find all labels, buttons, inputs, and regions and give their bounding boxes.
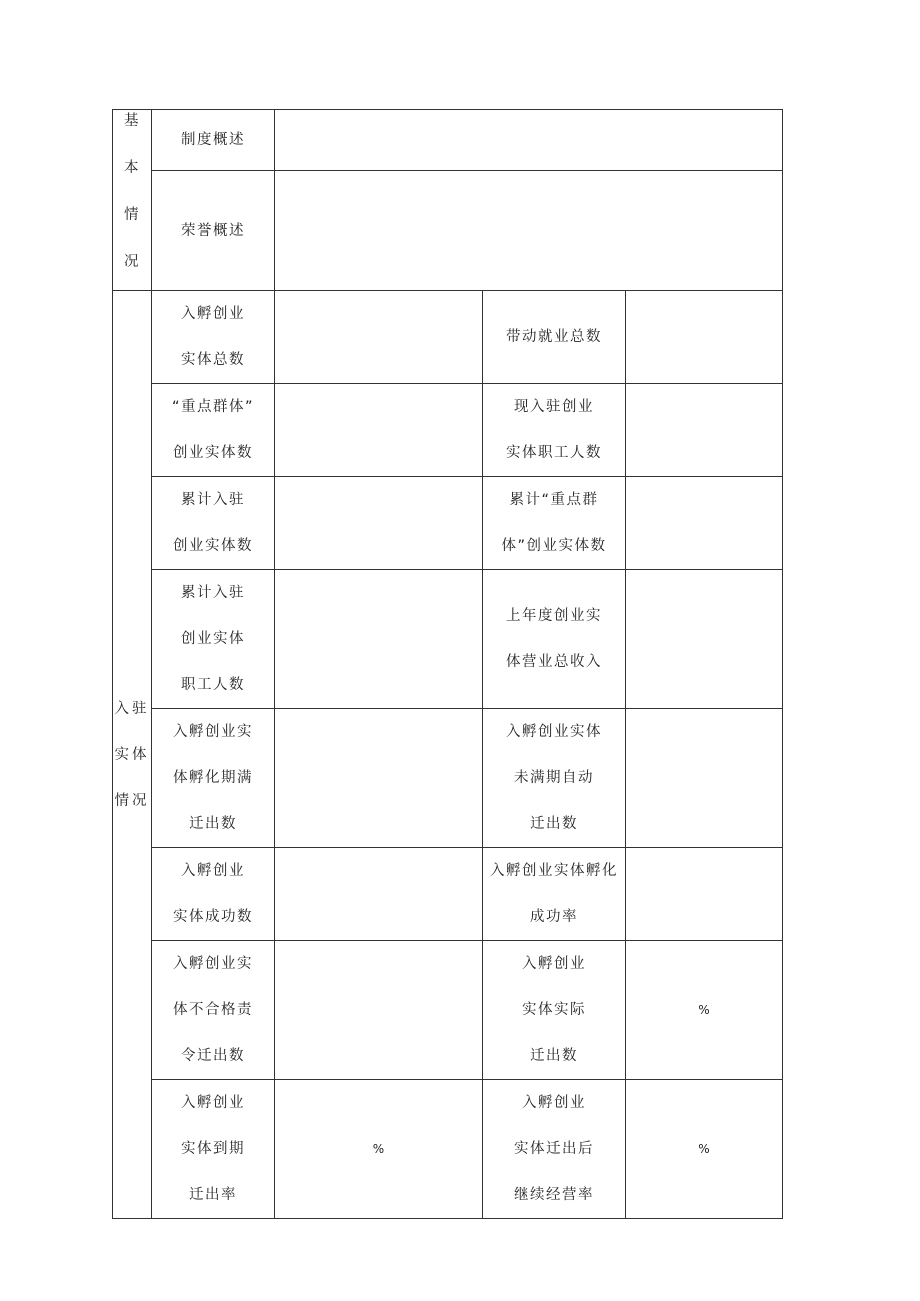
- basic-info-side-text: 基 本 情 况: [124, 113, 140, 270]
- cumulative-key-group-label: 累计“重点群 体”创业实体数: [483, 477, 626, 570]
- actual-moveout-field[interactable]: %: [626, 941, 783, 1080]
- cumulative-staff-label: 累计入驻 创业实体 职工人数: [152, 570, 275, 709]
- honor-overview-field[interactable]: [275, 171, 783, 291]
- incubated-entity-total-label: 入孵创业 实体总数: [152, 291, 275, 384]
- early-moveout-label: 入孵创业实体 未满期自动 迁出数: [483, 709, 626, 848]
- forced-moveout-label: 入孵创业实 体不合格责 令迁出数: [152, 941, 275, 1080]
- last-year-revenue-field[interactable]: [626, 570, 783, 709]
- key-group-entity-field[interactable]: [275, 384, 483, 477]
- cumulative-staff-field[interactable]: [275, 570, 483, 709]
- forced-moveout-field[interactable]: [275, 941, 483, 1080]
- incubator-info-table: [112, 109, 783, 1219]
- success-rate-field[interactable]: [626, 848, 783, 941]
- success-count-label: 入孵创业 实体成功数: [152, 848, 275, 941]
- cumulative-key-group-field[interactable]: [626, 477, 783, 570]
- actual-moveout-label: 入孵创业 实体实际 迁出数: [483, 941, 626, 1080]
- success-count-field[interactable]: [275, 848, 483, 941]
- employment-total-field[interactable]: [626, 291, 783, 384]
- success-rate-label: 入孵创业实体孵化 成功率: [483, 848, 626, 941]
- cumulative-entity-field[interactable]: [275, 477, 483, 570]
- expiry-moveout-rate-field[interactable]: %: [275, 1080, 483, 1219]
- last-year-revenue-label: 上年度创业实 体营业总收入: [483, 570, 626, 709]
- current-staff-field[interactable]: [626, 384, 783, 477]
- entity-info-side-label: 入驻 实体 情况: [113, 291, 152, 1219]
- cumulative-entity-label: 累计入驻 创业实体数: [152, 477, 275, 570]
- expiry-moveout-rate-label: 入孵创业 实体到期 迁出率: [152, 1080, 275, 1219]
- continued-operation-rate-field[interactable]: %: [626, 1080, 783, 1219]
- continued-operation-rate-label: 入孵创业 实体迁出后 继续经营率: [483, 1080, 626, 1219]
- expired-moveout-field[interactable]: [275, 709, 483, 848]
- employment-total-label: 带动就业总数: [483, 291, 626, 384]
- system-overview-label: 制度概述: [152, 110, 275, 171]
- expired-moveout-label: 入孵创业实 体孵化期满 迁出数: [152, 709, 275, 848]
- incubated-entity-total-field[interactable]: [275, 291, 483, 384]
- honor-overview-label: 荣誉概述: [152, 171, 275, 291]
- early-moveout-field[interactable]: [626, 709, 783, 848]
- system-overview-field[interactable]: [275, 110, 783, 171]
- basic-info-side-label: [113, 110, 152, 291]
- current-staff-label: 现入驻创业 实体职工人数: [483, 384, 626, 477]
- key-group-entity-label: “重点群体” 创业实体数: [152, 384, 275, 477]
